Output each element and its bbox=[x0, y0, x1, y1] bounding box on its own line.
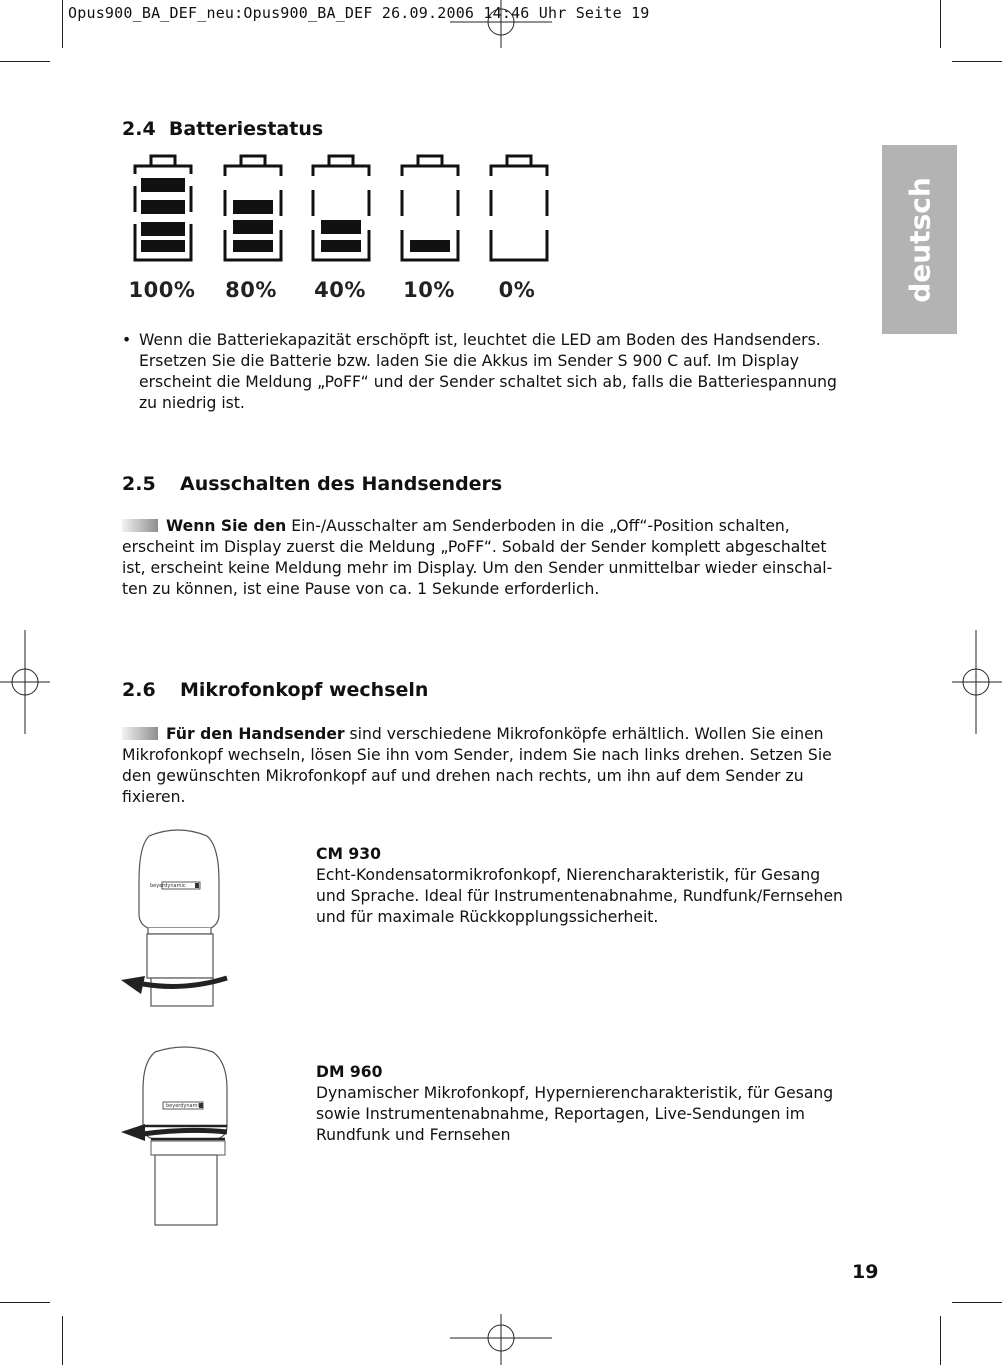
switch-off-paragraph bbox=[122, 516, 844, 600]
cm930-mic-illustration bbox=[115, 826, 240, 1011]
registration-mark-left bbox=[0, 630, 52, 734]
battery-label-40: 40% bbox=[314, 278, 366, 302]
mic-head-paragraph bbox=[122, 724, 844, 808]
section-title: Mikrofonkopf wechseln bbox=[180, 679, 429, 701]
dm960-brand-label: beyerdynamic bbox=[166, 1103, 202, 1109]
section-number: 2.5 bbox=[122, 473, 156, 495]
section-number: 2.6 bbox=[122, 679, 156, 701]
dm960-title: DM 960 bbox=[316, 1063, 383, 1081]
language-tab-label: deutsch bbox=[903, 176, 936, 303]
registration-mark-bottom bbox=[448, 1314, 554, 1365]
bullet-symbol: • bbox=[122, 331, 132, 349]
battery-label-100: 100% bbox=[128, 278, 196, 302]
paragraph-text: Ein-/Ausschalter am Senderboden in die „Off“-Position schalten, erscheint im Display zuerst die Meldung „PoFF“. Sobald der Sender komplett abgeschaltet ist, erscheint keine Meldung mehr im Display. Um den Sender unmittelbar wieder einschal-ten zu können, ist eine Pause von ca. 1 Sekunde erforderlich. bbox=[122, 517, 833, 598]
registration-mark-right bbox=[950, 630, 1002, 734]
battery-label-10: 10% bbox=[403, 278, 455, 302]
dm960-description: Dynamischer Mikrofonkopf, Hypernierencharakteristik, für Gesang sowie Instrumentenabnahme, Reportagen, Live-Sendungen im Rundfunk und Fernsehen bbox=[316, 1084, 834, 1144]
section-number: 2.4 bbox=[122, 118, 156, 140]
battery-status-graphic bbox=[125, 150, 565, 268]
battery-icon-40 bbox=[313, 156, 369, 260]
battery-icon-100 bbox=[135, 156, 191, 260]
battery-bullet-text: Wenn die Batteriekapazität erschöpft ist, leuchtet die LED am Boden des Handsenders. Ersetzen Sie die Batterie bzw. laden Sie die Akkus im Sender S 900 C auf. Im Display erscheint die Meldung „PoFF“ und der Sender schaltet sich ab, falls die Batteriespannung zu niedrig ist. bbox=[139, 331, 837, 412]
cm930-title: CM 930 bbox=[316, 845, 381, 863]
print-slug-line: Opus900_BA_DEF_neu:Opus900_BA_DEF 26.09.2006 14:46 Uhr Seite 19 bbox=[68, 4, 650, 22]
section-title: Ausschalten des Handsenders bbox=[180, 473, 503, 495]
language-tab bbox=[882, 145, 957, 334]
cm930-description: Echt-Kondensatormikrofonkopf, Nierencharakteristik, für Gesang und Sprache. Ideal für Instrumentenabnahme, Rundfunk/Fernsehen und für maximale Rückkopplungssicherheit. bbox=[316, 866, 843, 926]
section-heading-2-5 bbox=[122, 473, 502, 495]
battery-label-0: 0% bbox=[498, 278, 536, 302]
registration-mark-top bbox=[448, 0, 554, 50]
section-heading-2-6 bbox=[122, 679, 428, 701]
battery-icon-10 bbox=[402, 156, 458, 260]
battery-label-80: 80% bbox=[225, 278, 277, 302]
battery-icon-0 bbox=[491, 156, 547, 260]
gradient-marker bbox=[122, 727, 158, 740]
page-number: 19 bbox=[852, 1261, 879, 1283]
dm960-mic-illustration bbox=[115, 1044, 240, 1229]
section-title: Batteriestatus bbox=[168, 118, 324, 140]
paragraph-text: sind verschiedene Mikrofonköpfe erhältlich. Wollen Sie einen Mikrofonkopf wechseln, lösen Sie ihn vom Sender, indem Sie nach links drehen. Setzen Sie den gewünschten Mikrofonkopf auf und drehen nach rechts, um ihn auf dem Sender zu fixieren. bbox=[122, 725, 832, 806]
battery-icon-80 bbox=[225, 156, 281, 260]
section-heading-2-4 bbox=[122, 118, 323, 140]
cm930-brand-label: beyerdynamic bbox=[150, 883, 186, 889]
lead-bold: Wenn Sie den bbox=[166, 517, 287, 535]
lead-bold: Für den Handsender bbox=[166, 725, 345, 743]
gradient-marker bbox=[122, 519, 158, 532]
